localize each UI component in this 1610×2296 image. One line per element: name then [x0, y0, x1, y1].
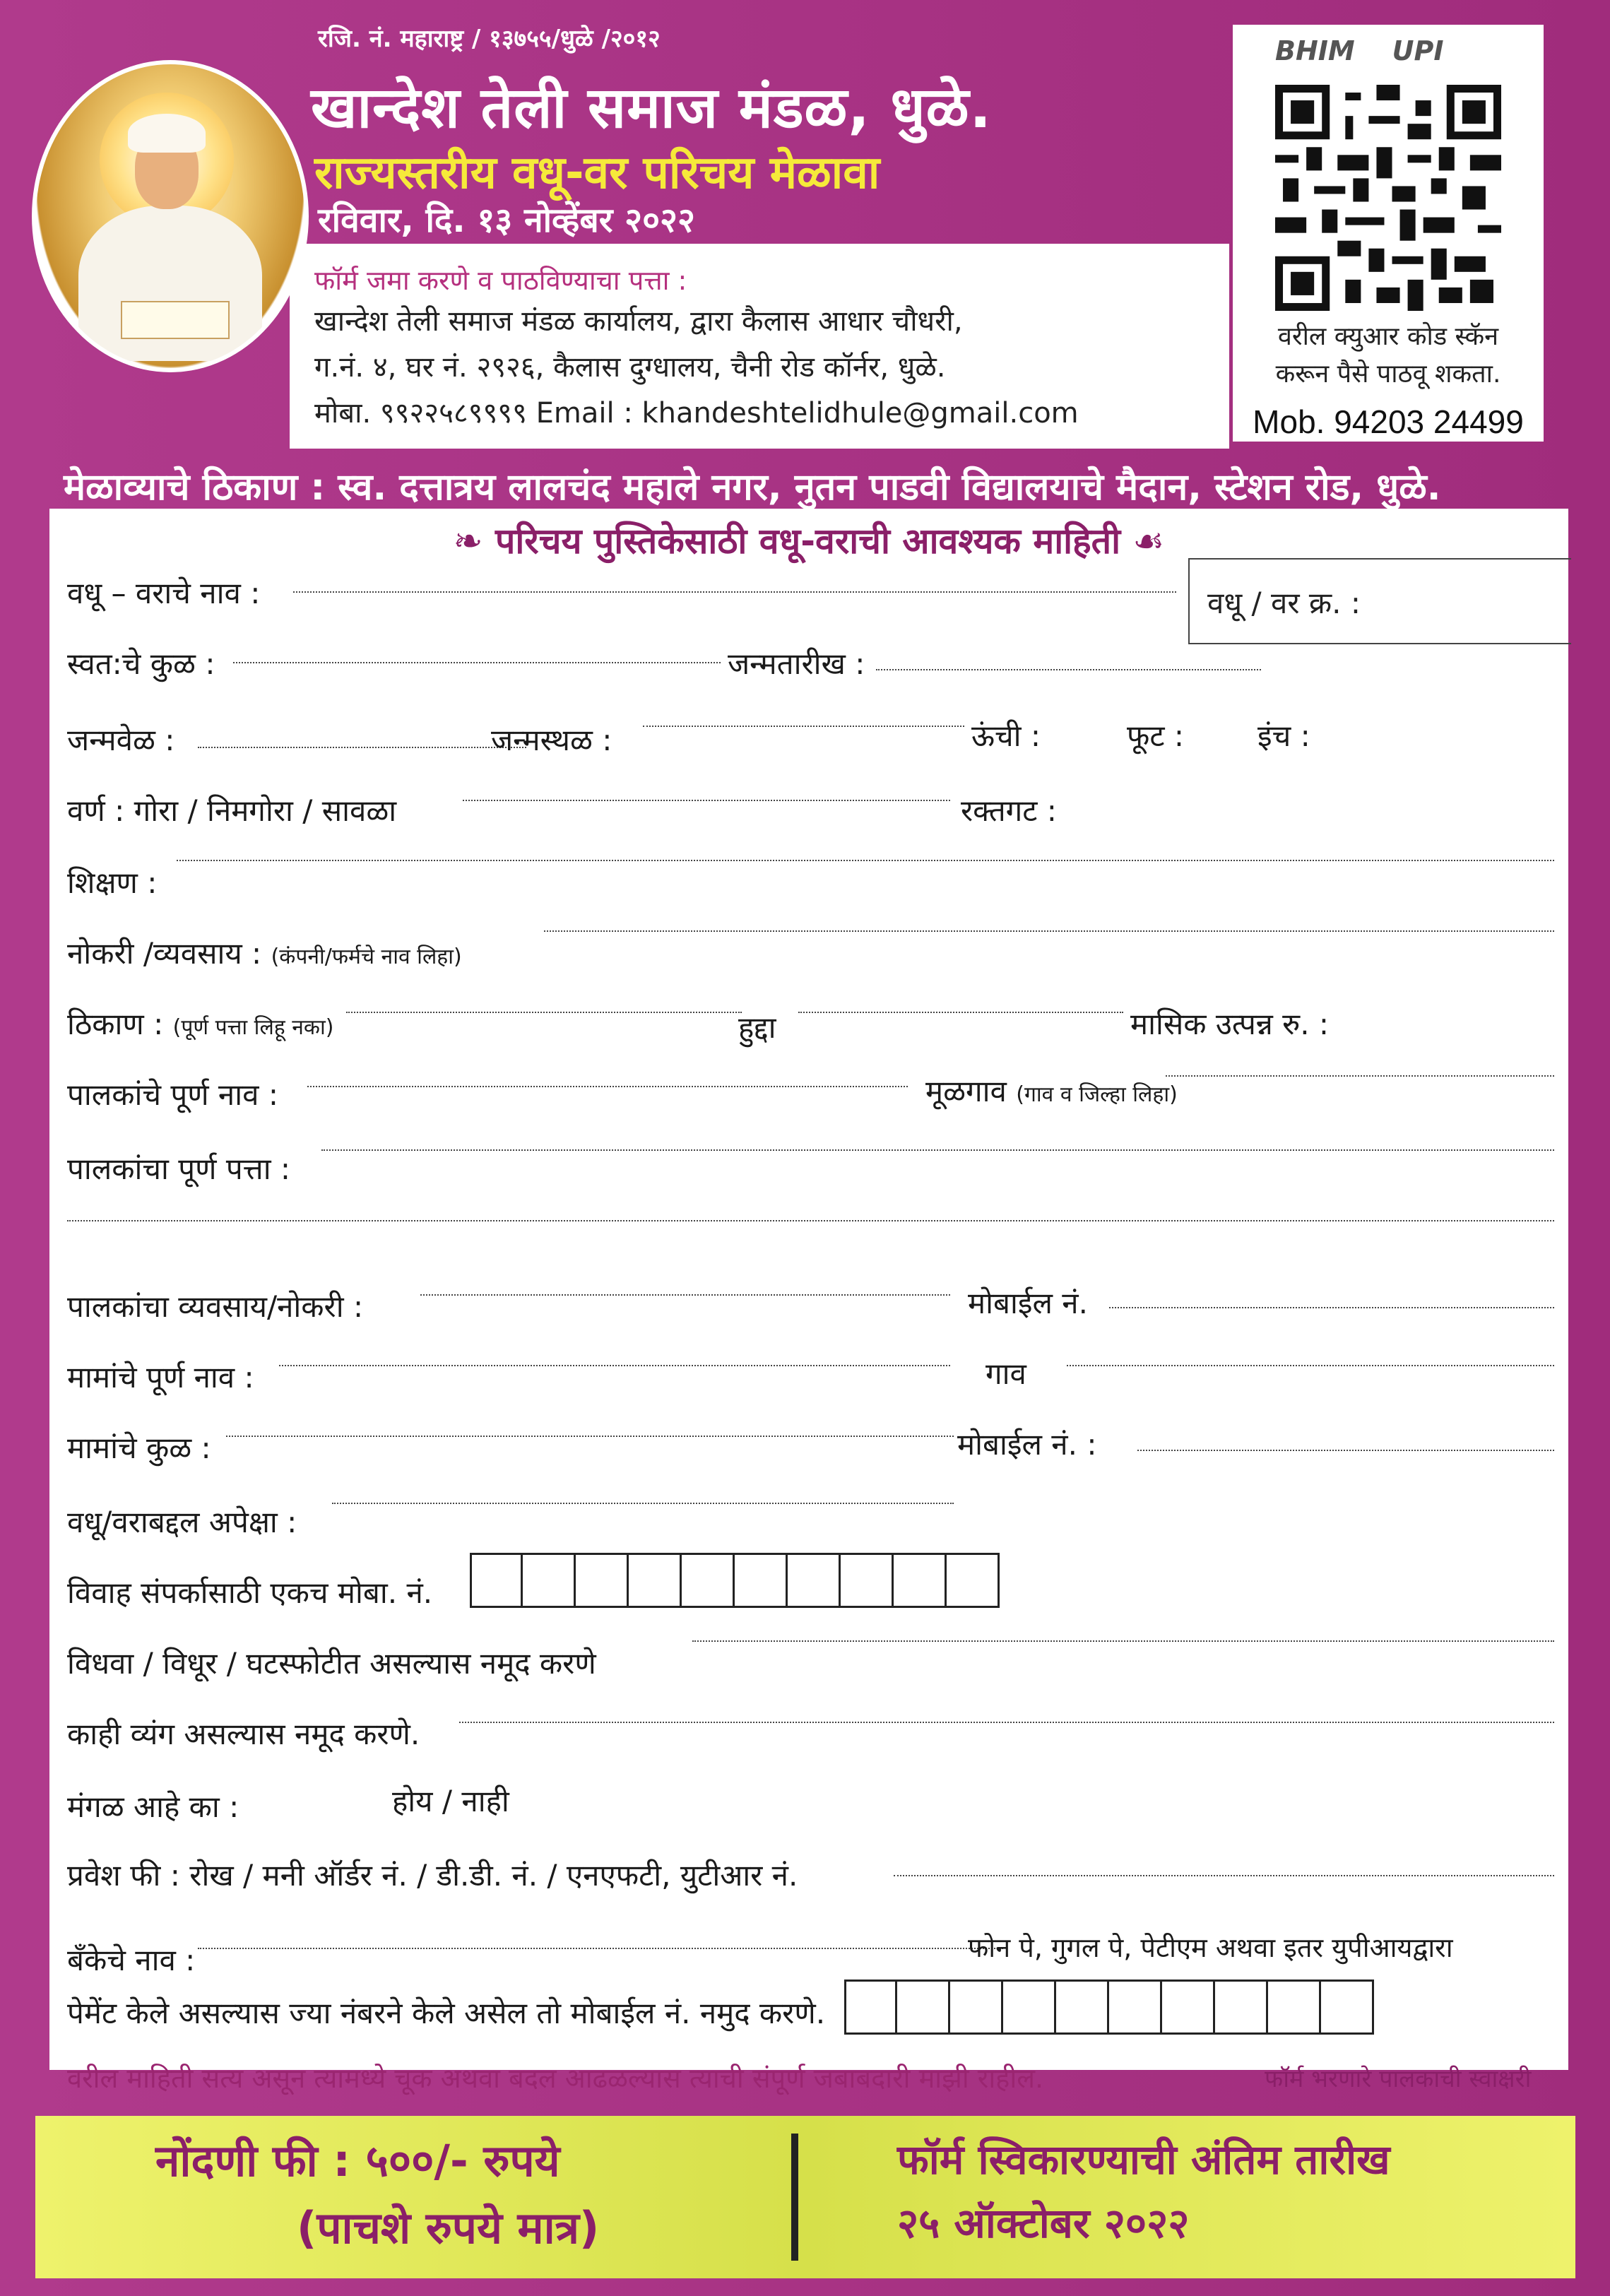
job-note: (कंपनी/फर्मचे नाव लिहा) [271, 945, 462, 969]
label-inch: इंच : [1257, 718, 1310, 753]
field-fee-mode[interactable] [894, 1874, 1554, 1876]
label-kul: स्वत:चे कुळ : [67, 646, 215, 681]
declaration-text: वरील माहिती सत्य असून त्यामध्ये चूक अथवा बदल आढळल्यास त्याची संपूर्ण जबाबदारी माझी राहील. [67, 2063, 1044, 2094]
field-name[interactable] [293, 590, 1176, 593]
registration-fee: नोंदणी फी : ५००/- रुपये [155, 2135, 560, 2186]
field-job[interactable] [544, 929, 1554, 932]
field-parent-address-2[interactable] [67, 1219, 1554, 1221]
label-parent-address: पालकांचा पूर्ण पत्ता : [67, 1152, 291, 1186]
field-disability[interactable] [459, 1720, 1554, 1723]
field-widow[interactable] [692, 1639, 1554, 1642]
label-parent-name: पालकांचे पूर्ण नाव : [67, 1077, 278, 1112]
label-job: नोकरी /व्यवसाय : (कंपनी/फर्मचे नाव लिहा) [67, 936, 462, 971]
field-native-place[interactable] [1166, 1074, 1554, 1077]
label-expectation: वधू/वराबद्दल अपेक्षा : [67, 1505, 297, 1539]
field-post[interactable] [798, 1010, 1123, 1013]
label-complexion: वर्ण : गोरा / निमगोरा / सावळा [67, 793, 397, 828]
field-parent-address-1[interactable] [321, 1148, 1554, 1151]
label-mama-name: मामांचे पूर्ण नाव : [67, 1360, 254, 1395]
ornament-left-icon: ❧ [453, 521, 495, 562]
signature-label: फॉर्म भरणारे पालकाची स्वाक्षरी [1265, 2065, 1532, 2093]
qr-instruction-line-1: वरील क्युआर कोड स्कॅन [1277, 322, 1499, 351]
qr-mobile-number: Mob. 94203 24499 [1253, 403, 1524, 440]
footer-banner [35, 2116, 1575, 2278]
address-line-1: खान्देश तेली समाज मंडळ कार्यालय, द्वारा कैलास आधार चौधरी, [314, 305, 963, 338]
field-dob[interactable] [876, 668, 1261, 670]
address-line-2: ग.नं. ४, घर नं. २९२६, कैलास दुग्धालय, चैनी रोड कॉर्नर, धुळे. [314, 351, 946, 384]
event-title: राज्यस्तरीय वधू-वर परिचय मेळावा [314, 147, 880, 199]
ornament-right-icon: ☙ [1120, 521, 1165, 562]
field-birth-time[interactable] [198, 745, 526, 748]
application-form [49, 509, 1568, 2094]
native-note: (गाव व जिल्हा लिहा) [1016, 1082, 1178, 1107]
field-parent-job[interactable] [420, 1293, 950, 1296]
portrait-book-shape [121, 301, 230, 339]
saint-portrait [32, 60, 309, 372]
qr-instruction-line-2: करून पैसे पाठवू शकता. [1275, 360, 1501, 389]
registration-number: रजि. नं. महाराष्ट्र / १३७५५/धुळे /२०१२ [318, 25, 661, 53]
label-mama-kul: मामांचे कुळ : [67, 1431, 211, 1465]
portrait-turban-shape [128, 114, 206, 153]
label-mobile-2: मोबाईल नं. : [957, 1427, 1097, 1462]
field-village[interactable] [1067, 1363, 1554, 1366]
label-birth-time: जन्मवेळ : [67, 723, 175, 757]
label-mobile-1: मोबाईल नं. [968, 1286, 1088, 1320]
organisation-title: खान्देश तेली समाज मंडळ, धुळे. [311, 75, 992, 141]
label-feet: फूट : [1127, 718, 1185, 753]
label-village: गाव [985, 1356, 1026, 1391]
field-mama-kul[interactable] [226, 1434, 954, 1437]
label-disability: काही व्यंग असल्यास नमूद करणे. [67, 1717, 420, 1751]
field-parent-name[interactable] [307, 1084, 908, 1087]
label-birth-place: जन्मस्थळ : [491, 723, 612, 757]
label-education: शिक्षण : [67, 865, 158, 900]
label-blood-group: रक्तगट : [961, 793, 1057, 828]
qr-code-icon[interactable] [1275, 85, 1501, 311]
bhim-logo: BHIM [1275, 35, 1355, 66]
payment-logos [1275, 35, 1444, 66]
field-bank[interactable] [198, 1946, 1003, 1949]
label-post: हुद्दा [738, 1010, 776, 1045]
qr-panel [1233, 25, 1544, 442]
field-mama-name[interactable] [279, 1363, 950, 1366]
mangal-options[interactable]: होय / नाही [392, 1784, 509, 1818]
label-place: ठिकाण : (पूर्ण पत्ता लिहू नका) [67, 1007, 334, 1041]
upi-logo: UPI [1392, 35, 1444, 66]
serial-number-label: वधू / वर क्र. : [1207, 586, 1361, 620]
place-note: (पूर्ण पत्ता लिहू नका) [172, 1015, 334, 1040]
footer-divider [791, 2134, 798, 2261]
last-date-label: फॉर्म स्विकारण्याची अंतिम तारीख [897, 2136, 1390, 2184]
label-bank: बँकेचे नाव : [67, 1943, 196, 1977]
field-birth-place[interactable] [643, 724, 964, 727]
field-education[interactable] [177, 858, 1554, 861]
label-native-place: मूळगाव (गाव व जिल्हा लिहा) [925, 1074, 1178, 1108]
last-date: २५ ऑक्टोबर २०२२ [897, 2199, 1190, 2247]
label-upi: फोन पे, गुगल पे, पेटीएम अथवा इतर युपीआयद्वारा [968, 1932, 1453, 1963]
label-name: वधू – वराचे नाव : [67, 576, 261, 610]
label-dob: जन्मतारीख : [728, 646, 865, 681]
contact-mobile-boxes[interactable] [470, 1553, 1000, 1608]
address-line-3: मोबा. ९९२२५८९९९९ Email : khandeshtelidhule@gmail.com [314, 397, 1079, 430]
field-mobile-2[interactable] [1137, 1448, 1554, 1451]
label-payment-mobile: पेमेंट केले असल्यास ज्या नंबरने केले असेल तो मोबाईल नं. नमुद करणे. [67, 1996, 826, 2030]
form-title: ❧ परिचय पुस्तिकेसाठी वधू-वराची आवश्यक माहिती ☙ [453, 521, 1165, 562]
field-kul[interactable] [233, 661, 721, 663]
field-mobile-1[interactable] [1109, 1306, 1554, 1308]
field-place[interactable] [346, 1010, 742, 1013]
payment-mobile-boxes[interactable] [844, 1980, 1374, 2035]
venue-line: मेळाव्याचे ठिकाण : स्व. दत्तात्रय लालचंद महाले नगर, नुतन पाडवी विद्यालयाचे मैदान, स्टेशन रोड, धुळे. [64, 466, 1441, 509]
field-expectation[interactable] [332, 1501, 954, 1504]
serial-number-box[interactable] [1188, 558, 1571, 644]
label-parent-job: पालकांचा व्यवसाय/नोकरी : [67, 1289, 364, 1324]
label-mangal: मंगळ आहे का : [67, 1789, 239, 1824]
event-date: रविवार, दि. १३ नोव्हेंबर २०२२ [318, 201, 695, 240]
label-income: मासिक उत्पन्न रु. : [1130, 1007, 1330, 1041]
label-contact-mobile: विवाह संपर्कासाठी एकच मोबा. नं. [67, 1575, 433, 1610]
label-fee-mode: प्रवेश फी : रोख / मनी ऑर्डर नं. / डी.डी. नं. / एनएफटी, युटीआर नं. [67, 1858, 798, 1893]
label-widow: विधवा / विधूर / घटस्फोटीत असल्यास नमूद करणे [67, 1646, 596, 1681]
address-heading: फॉर्म जमा करणे व पाठविण्याचा पत्ता : [314, 265, 687, 296]
field-complexion[interactable] [463, 798, 950, 801]
registration-fee-words: (पाचशे रुपये मात्र) [297, 2202, 600, 2254]
label-height: ऊंची : [971, 718, 1041, 753]
